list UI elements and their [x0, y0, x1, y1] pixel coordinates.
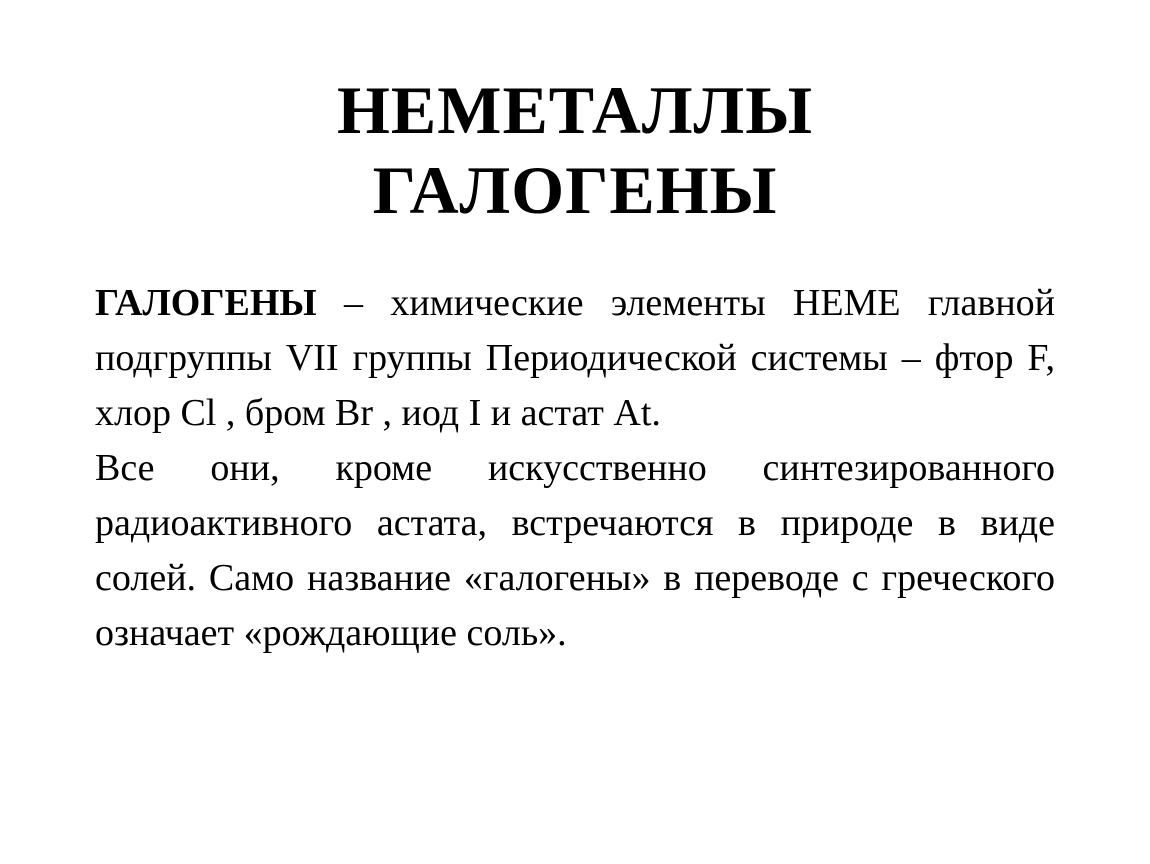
- slide-title: [0, 70, 1150, 230]
- description-paragraph: Все они, кроме искусственно синтезированного радиоактивного астата, встречаются в природе в виде солей. Само название «галогены» в переводе с греческого означает «рождающие соль».: [95, 447, 1055, 654]
- defined-term: ГАЛОГЕНЫ: [95, 282, 317, 324]
- title-line-2: ГАЛОГЕНЫ: [372, 152, 778, 228]
- slide-body: [95, 276, 1055, 661]
- definition-paragraph: [95, 276, 1055, 441]
- definition-text: – химические элементы НЕМЕ главной подгруппы VII группы Периодической системы – фтор F, хлор Cl , бром Br , иод I и астат At.: [95, 282, 1055, 434]
- title-line-1: НЕМЕТАЛЛЫ: [337, 72, 813, 148]
